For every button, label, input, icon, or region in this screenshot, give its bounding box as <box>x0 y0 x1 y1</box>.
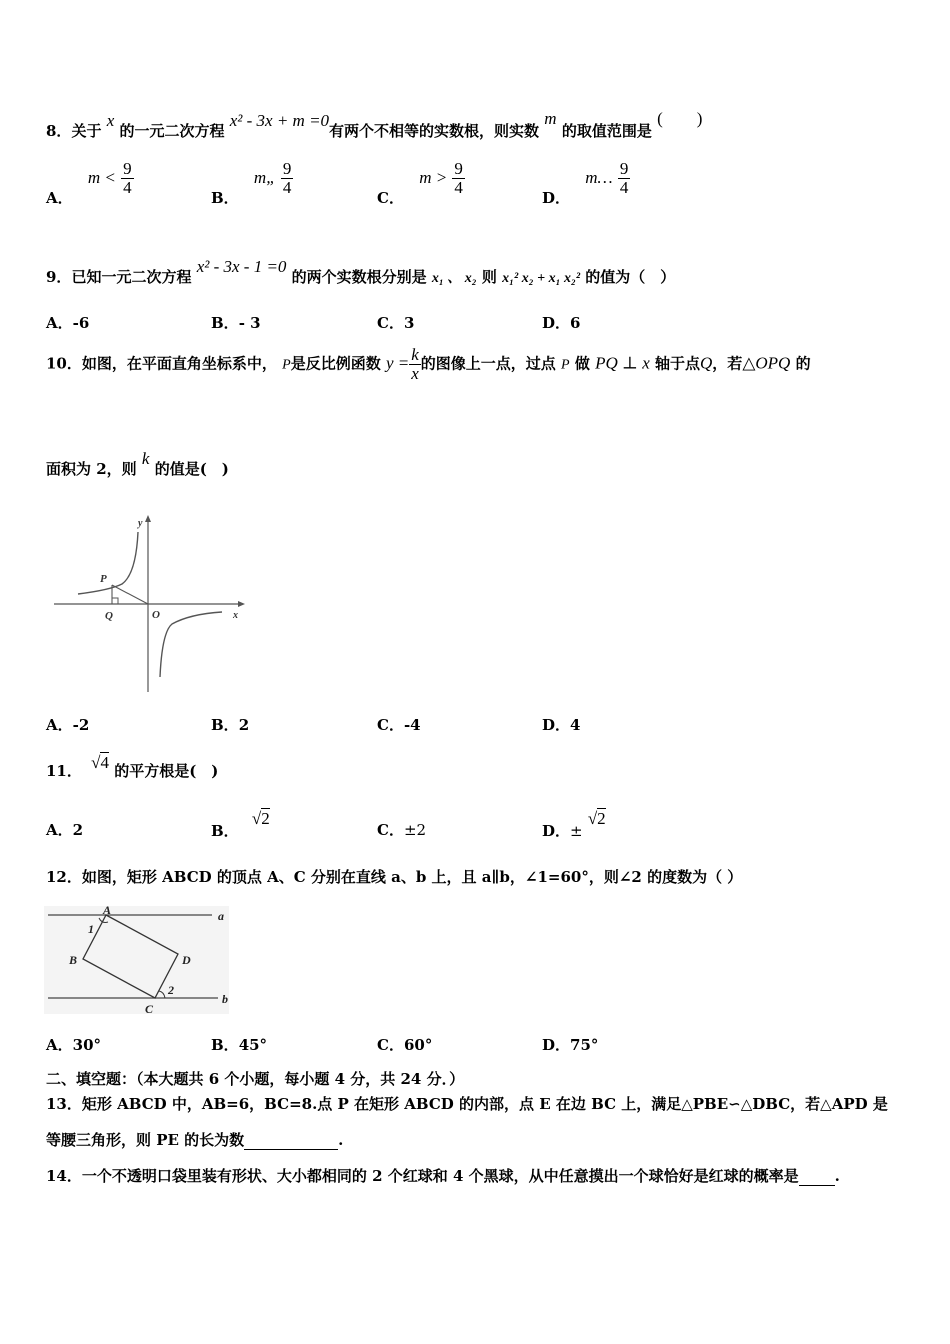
option-label: D． <box>542 1036 571 1054</box>
label-o: O <box>152 609 160 621</box>
option-label: B． <box>211 822 239 840</box>
label-x: x <box>233 610 238 621</box>
option-value: ±2 <box>403 821 427 839</box>
option-label: D． <box>542 716 571 734</box>
hyperbola-branch-upper-left <box>78 532 138 594</box>
fraction-numerator: 9 <box>619 159 629 178</box>
q9-option-b <box>211 312 261 333</box>
q11-option-b <box>211 808 270 840</box>
option-label: B． <box>211 188 239 207</box>
q9-text-1: 已知一元二次方程 <box>71 268 192 286</box>
option-label: D． <box>542 314 571 332</box>
q8-text-1: 关于 <box>71 122 102 140</box>
q10-triangle: △OPQ <box>742 353 791 373</box>
option-label: D． <box>542 822 571 840</box>
q8-option-a <box>46 159 134 207</box>
q14-text: 14．一个不透明口袋里装有形状、大小都相同的 2 个红球和 4 个黑球，从中任意摸出一个球恰好是红球的概率是 <box>46 1167 799 1185</box>
label-p: P <box>100 573 107 585</box>
label-c-point: C <box>145 1002 154 1016</box>
fraction-numerator: 9 <box>123 159 132 178</box>
q10-text-3: 的图像上一点，过点 <box>420 354 556 373</box>
q14-line <box>46 1165 840 1186</box>
q9-number: 9． <box>46 268 72 286</box>
q10-option-d <box>542 714 580 735</box>
fraction-numerator: 9 <box>282 159 292 178</box>
q12-figure <box>44 902 234 1020</box>
option-label: C． <box>377 821 404 839</box>
sqrt-radicand: 4 <box>100 753 109 772</box>
right-angle-mark <box>112 598 118 604</box>
sqrt-expression: √4 <box>91 753 109 772</box>
q11-option-c <box>377 819 426 840</box>
q8-var-m: m <box>544 109 557 128</box>
q11-stem <box>46 752 219 780</box>
option-label: A． <box>46 716 73 734</box>
q8-option-c <box>377 159 465 207</box>
q10-figure <box>50 512 250 697</box>
option-label: A． <box>46 314 73 332</box>
q8-text-3: 有两个不相等的实数根，则实数 <box>329 122 540 140</box>
q14-end: . <box>834 1167 840 1185</box>
option-label: A． <box>46 821 73 839</box>
q10-var-p: P <box>282 357 291 373</box>
option-label: A． <box>46 1036 73 1054</box>
q13-text: 等腰三角形，则 PE 的长为数 <box>46 1131 245 1149</box>
q12-option-c <box>377 1034 432 1055</box>
hyperbola-branch-lower-right <box>160 612 222 677</box>
q12-option-a <box>46 1034 101 1055</box>
option-plusminus: ± <box>570 822 583 840</box>
q10-text-9: 的值是( ) <box>154 460 229 478</box>
section-heading: 二、填空题：（本大题共 6 个小题，每小题 4 分，共 24 分．） <box>46 1070 465 1088</box>
q10-perp: PQ ⊥ x <box>595 353 650 373</box>
q10-stem-line2 <box>46 448 229 478</box>
q14-answer-blank[interactable] <box>799 1167 835 1186</box>
option-label: B． <box>211 716 239 734</box>
fraction <box>618 160 631 197</box>
q8-stem <box>46 108 703 140</box>
option-value: -6 <box>72 314 90 332</box>
q8-option-b <box>211 159 293 207</box>
label-q: Q <box>105 610 113 622</box>
q9-text-4: 的值为（ ） <box>585 268 676 286</box>
option-value: 2 <box>72 821 84 839</box>
label-angle-2: 2 <box>168 983 174 997</box>
q8-answer-paren: ( ) <box>657 109 703 128</box>
q8-text-4: 的取值范围是 <box>561 122 652 140</box>
q9-equation: x² - 3x - 1 =0 <box>196 257 287 276</box>
option-label: C． <box>377 1036 404 1054</box>
q10-stem <box>46 346 811 383</box>
option-label: C． <box>377 716 404 734</box>
q11-option-d <box>542 808 606 840</box>
q10-func-fraction <box>409 346 421 383</box>
option-value: 30° <box>72 1036 102 1054</box>
option-value: 2 <box>238 716 250 734</box>
q10-text-5: 轴于点 <box>655 354 701 373</box>
y-axis-arrow <box>145 515 151 522</box>
q9-option-d <box>542 312 580 333</box>
fraction <box>281 160 294 197</box>
fraction-denominator: 4 <box>619 178 629 197</box>
option-lhs: m > <box>419 167 448 187</box>
option-label: A． <box>46 188 73 207</box>
option-value: 6 <box>570 314 581 332</box>
sqrt-expression: √2 <box>587 809 606 828</box>
q10-var-k: k <box>141 449 150 468</box>
option-value: -2 <box>72 716 90 734</box>
option-lhs: m < <box>87 167 116 187</box>
q10-text-6: ，若 <box>712 354 743 373</box>
option-label: D． <box>542 188 571 207</box>
q10-option-a <box>46 714 89 735</box>
q8-text-2: 的一元二次方程 <box>119 122 225 140</box>
q10-text-2: 是反比例函数 <box>290 354 381 373</box>
label-line-b: b <box>222 992 228 1006</box>
option-value: 3 <box>403 314 415 332</box>
option-value: - 3 <box>238 314 261 332</box>
q12-option-d <box>542 1034 598 1055</box>
q13-line2 <box>46 1129 343 1150</box>
q9-option-a <box>46 312 89 333</box>
option-value: 45° <box>238 1036 268 1054</box>
option-lhs: m„ <box>253 167 276 187</box>
fraction-denominator: 4 <box>123 178 132 197</box>
q11-text-1: 的平方根是( ) <box>114 762 219 780</box>
q9-option-c <box>377 312 414 333</box>
q9-roots: x₁ 、 x₂ <box>431 271 477 286</box>
q10-option-b <box>211 714 249 735</box>
fraction-denominator: x <box>411 364 419 383</box>
sqrt-radicand: 2 <box>597 809 606 828</box>
fraction <box>121 160 134 197</box>
q12-stem <box>46 866 742 887</box>
label-d-point: D <box>182 953 191 967</box>
segment-po <box>112 585 148 604</box>
q9-stem <box>46 257 676 286</box>
q9-text-3: 则 <box>481 268 497 286</box>
q10-text-1: 如图，在平面直角坐标系中， <box>81 354 277 373</box>
q8-equation: x² - 3x + m =0 <box>229 111 330 130</box>
fraction-denominator: 4 <box>454 178 463 197</box>
sqrt-expression: √2 <box>251 809 270 828</box>
q8-number: 8． <box>46 122 72 140</box>
label-a-point: A <box>103 903 112 917</box>
q11-option-a <box>46 819 83 840</box>
fraction <box>452 160 465 197</box>
q10-option-c <box>377 714 421 735</box>
q8-var-x: x <box>106 111 115 130</box>
option-value: -4 <box>403 716 421 734</box>
label-line-a: a <box>218 909 224 923</box>
x-axis-arrow <box>238 601 245 607</box>
label-b-point: B <box>69 953 78 967</box>
fraction-numerator: 9 <box>454 159 463 178</box>
option-label: C． <box>377 188 404 207</box>
q9-text-2: 的两个实数根分别是 <box>291 268 427 286</box>
q12-option-b <box>211 1034 267 1055</box>
fraction-denominator: 4 <box>282 178 292 197</box>
q10-var-p2: P <box>561 357 570 373</box>
q9-expression: x₁² x₂ + x₁ x₂² <box>502 271 581 286</box>
fraction-numerator: k <box>411 345 419 364</box>
q10-func-lhs: y = <box>385 353 410 373</box>
option-value: 60° <box>403 1036 433 1054</box>
q10-number: 10． <box>46 354 82 373</box>
option-label: C． <box>377 314 404 332</box>
label-y: y <box>138 518 143 529</box>
q8-option-d <box>542 159 630 207</box>
q10-text-7: 的 <box>795 354 811 373</box>
q13-answer-blank[interactable] <box>244 1131 338 1150</box>
q10-text-4: 做 <box>574 354 590 373</box>
q13-end: . <box>338 1131 344 1149</box>
option-value: 75° <box>570 1036 599 1054</box>
q10-var-q: Q <box>700 353 713 373</box>
label-angle-1: 1 <box>88 922 94 936</box>
q10-text-8: 面积为 2，则 <box>46 460 137 478</box>
option-lhs: m… <box>585 167 613 187</box>
q13-line1: 13．矩形 ABCD 中，AB=6，BC=8.点 P 在矩形 ABCD 的内部，点 E 在边 BC 上，满足△PBE∽△DBC，若△APD 是 <box>46 1095 888 1113</box>
option-label: B． <box>211 314 239 332</box>
sqrt-radicand: 2 <box>261 809 270 828</box>
q11-number: 11． <box>46 762 82 780</box>
q12-number: 12． <box>46 868 82 886</box>
option-value: 4 <box>570 716 581 734</box>
option-label: B． <box>211 1036 239 1054</box>
q12-text: 如图，矩形 ABCD 的顶点 A、C 分别在直线 a、b 上，且 a∥b，∠1=60°，则∠2 的度数为（ ） <box>81 868 743 886</box>
